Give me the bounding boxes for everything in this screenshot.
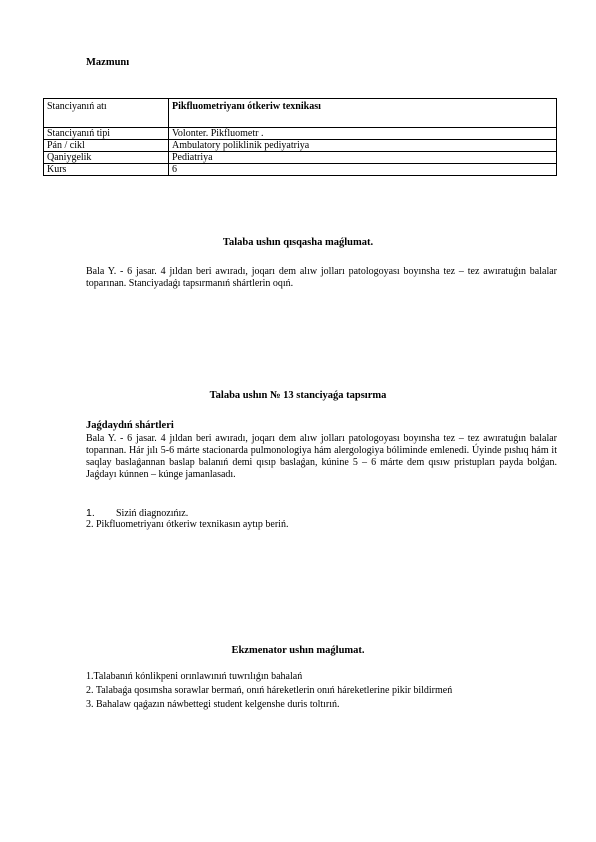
table-cell-value: Pikfluometriyanı ótkeriw texnikası bbox=[169, 99, 557, 128]
table-cell-label: Stanciyanıń tipi bbox=[44, 128, 169, 140]
table-cell-value: Pediatriya bbox=[169, 152, 557, 164]
table-cell-label: Qaniygelik bbox=[44, 152, 169, 164]
table-row bbox=[44, 140, 557, 152]
table-cell-label: Stanciyanıń atı bbox=[44, 99, 169, 128]
examiner-item-2: 2. Talabaǵa qosımsha sorawlar bermań, onıń háreketlerin onıń háreketlerine pikir bildirmeń bbox=[86, 685, 453, 696]
student-info-text: Bala Y. - 6 jasar. 4 jıldan beri awıradı, joqarı dem alıw jolları patologoyası boyınsha tez – tez awıratuǵın balalar toparınan. Stanciyadaǵı tapsırmanıń shártlerin oqıń. bbox=[86, 266, 557, 290]
document-title: Mazmunı bbox=[86, 57, 130, 68]
station-task-heading: Talaba ushın № 13 stanciyaǵa tapsırma bbox=[209, 390, 387, 401]
station-info-table bbox=[43, 98, 557, 176]
table-row bbox=[44, 164, 557, 176]
table-row bbox=[44, 152, 557, 164]
task-item-1-text: Siziń diagnozıńız. bbox=[116, 508, 189, 519]
table-cell-value: Ambulatory poliklinik pediyatriya bbox=[169, 140, 557, 152]
conditions-subheading: Jaǵdaydıń shártleri bbox=[86, 420, 174, 431]
task-item-1-number: 1. bbox=[86, 507, 95, 519]
table-row bbox=[44, 99, 557, 128]
table-cell-value: Volonter. Pikfluometr . bbox=[169, 128, 557, 140]
examiner-info-heading: Ekzmenator ushın maǵlumat. bbox=[231, 645, 365, 656]
table-row bbox=[44, 128, 557, 140]
table-cell-label: Kurs bbox=[44, 164, 169, 176]
student-info-heading: Talaba ushın qısqasha maǵlumat. bbox=[222, 237, 374, 248]
task-item-2: 2. Pikfluometriyanı ótkeriw texnikasın aytıp beriń. bbox=[86, 519, 289, 530]
table-cell-label: Pán / cikl bbox=[44, 140, 169, 152]
conditions-text: Bala Y. - 6 jasar. 4 jıldan beri awıradı, joqarı dem alıw jolları patologoyası boyınsha tez – tez awıratuǵın balalar toparınan. Hár jılı 5-6 márte stacionarda pulmonologiya hám alergologiya bóliminde emlenedi. Úyinde pıshıq hám it saqlay baslaǵannan baslap balanıń demi qısıp baslaǵan, kúnine 5 – 6 márte dem qısıw pristupları payda bolǵan. Jaǵdayı kúnnen – kúnge jamanlasadı. bbox=[86, 433, 557, 481]
examiner-item-1: 1.Talabanıń kónlikpeni orınlawınıń tuwrılıǵın bahalań bbox=[86, 671, 303, 682]
examiner-item-3: 3. Bahalaw qaǵazın náwbettegi student kelgenshe duris toltırıń. bbox=[86, 699, 340, 710]
table-cell-value: 6 bbox=[169, 164, 557, 176]
